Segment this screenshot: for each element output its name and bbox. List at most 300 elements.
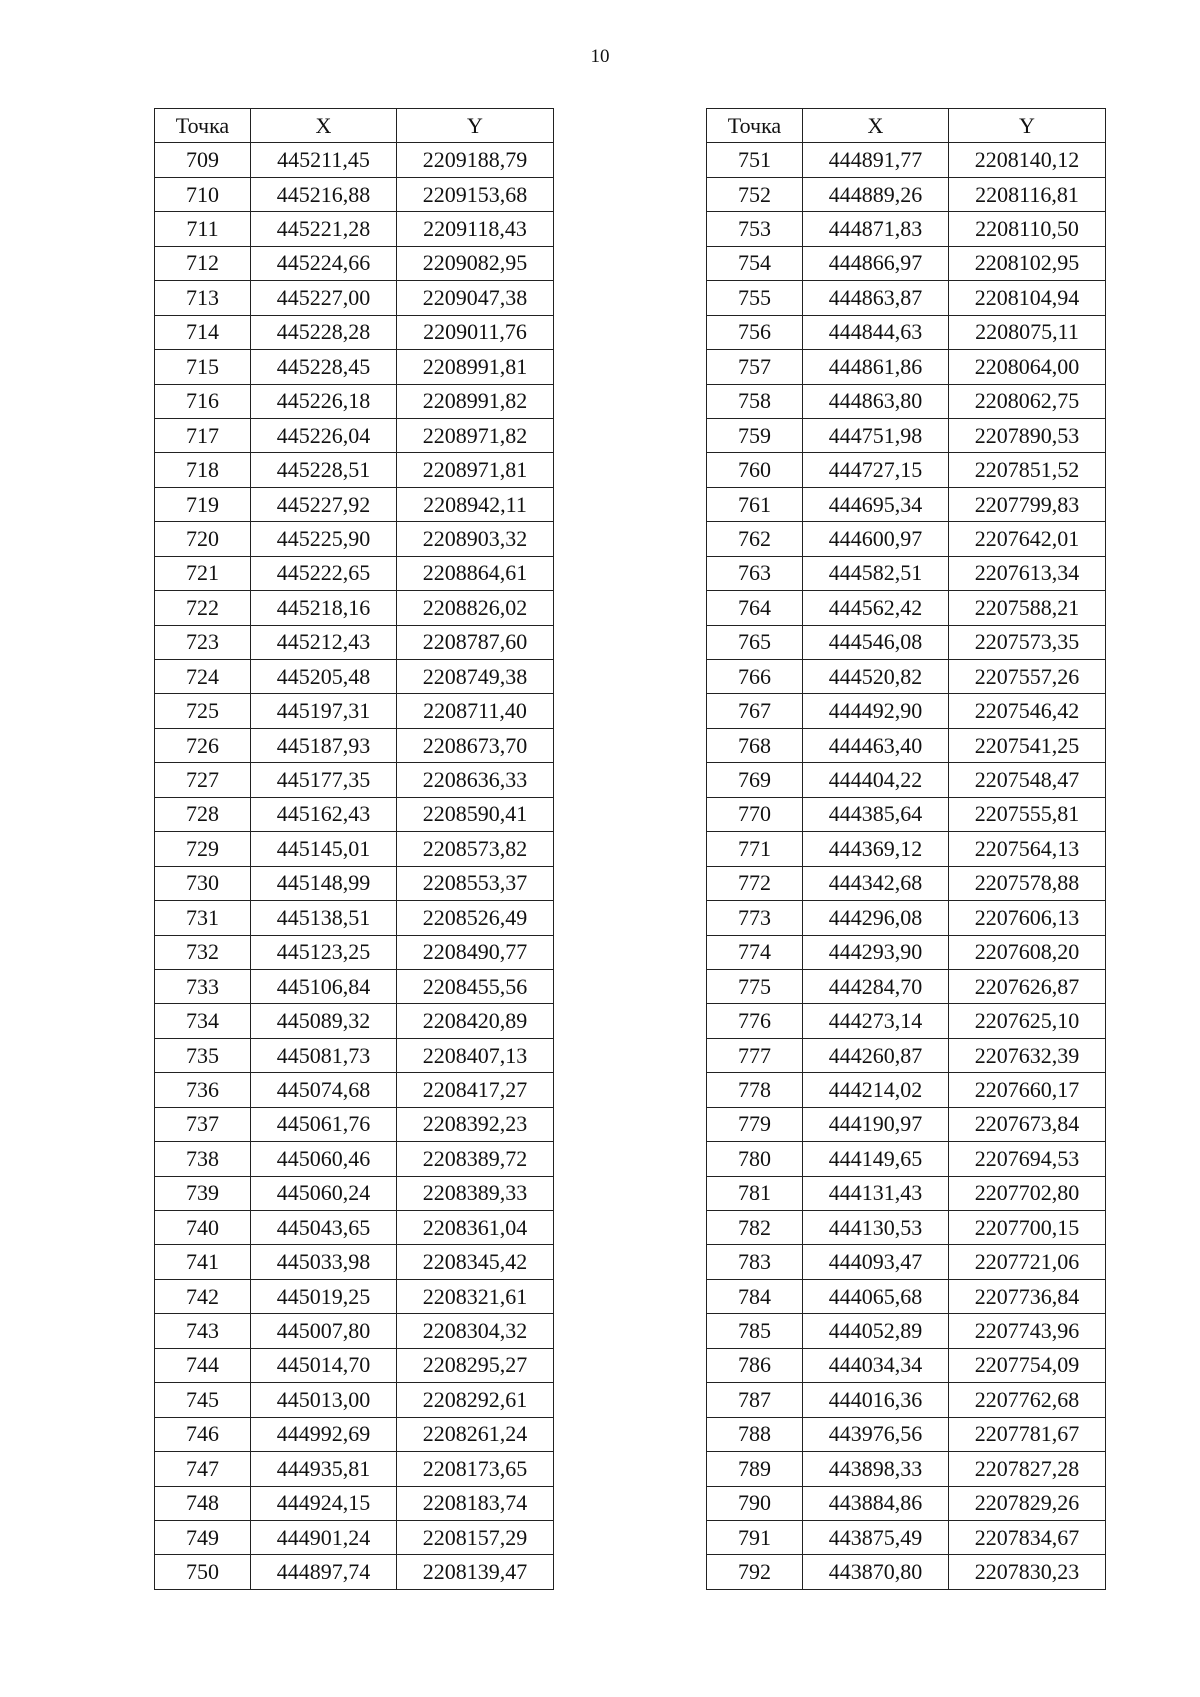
y-cell: 2207546,42: [949, 694, 1106, 728]
y-cell: 2207743,96: [949, 1314, 1106, 1348]
table-row: [155, 1555, 554, 1589]
table-row: [155, 1176, 554, 1210]
y-cell: 2208553,37: [397, 866, 554, 900]
table-row: [707, 1314, 1106, 1348]
table-row: [707, 1383, 1106, 1417]
point-cell: 736: [155, 1073, 251, 1107]
x-cell: 445148,99: [251, 866, 397, 900]
x-cell: 444695,34: [803, 487, 949, 521]
y-cell: 2209082,95: [397, 246, 554, 280]
header-point: Точка: [155, 109, 251, 143]
point-cell: 723: [155, 625, 251, 659]
x-cell: 444861,86: [803, 350, 949, 384]
x-cell: 444463,40: [803, 728, 949, 762]
y-cell: 2208345,42: [397, 1245, 554, 1279]
table-row: [707, 1486, 1106, 1520]
y-cell: 2207830,23: [949, 1555, 1106, 1589]
table-row: [707, 1348, 1106, 1382]
table-row: [707, 453, 1106, 487]
y-cell: 2207890,53: [949, 418, 1106, 452]
x-cell: 444844,63: [803, 315, 949, 349]
x-cell: 444034,34: [803, 1348, 949, 1382]
x-cell: 445228,51: [251, 453, 397, 487]
y-cell: 2208392,23: [397, 1107, 554, 1141]
table-row: [707, 866, 1106, 900]
point-cell: 774: [707, 935, 803, 969]
point-cell: 741: [155, 1245, 251, 1279]
point-cell: 770: [707, 797, 803, 831]
point-cell: 721: [155, 556, 251, 590]
y-cell: 2208102,95: [949, 246, 1106, 280]
point-cell: 732: [155, 935, 251, 969]
y-cell: 2209047,38: [397, 281, 554, 315]
table-row: [155, 556, 554, 590]
point-cell: 745: [155, 1383, 251, 1417]
x-cell: 443870,80: [803, 1555, 949, 1589]
table-row: [155, 1314, 554, 1348]
y-cell: 2208573,82: [397, 832, 554, 866]
table-row: [155, 728, 554, 762]
table-row: [707, 246, 1106, 280]
y-cell: 2207625,10: [949, 1004, 1106, 1038]
table-row: [707, 625, 1106, 659]
point-cell: 767: [707, 694, 803, 728]
point-cell: 757: [707, 350, 803, 384]
table-row: [155, 246, 554, 280]
point-cell: 788: [707, 1417, 803, 1451]
y-cell: 2209118,43: [397, 212, 554, 246]
point-cell: 773: [707, 901, 803, 935]
table-row: [155, 1142, 554, 1176]
table-row: [155, 281, 554, 315]
table-row: [155, 1383, 554, 1417]
table-row: [707, 591, 1106, 625]
table-row: [155, 1520, 554, 1554]
x-cell: 445226,18: [251, 384, 397, 418]
table-row: [707, 1555, 1106, 1589]
point-cell: 761: [707, 487, 803, 521]
table-row: [155, 487, 554, 521]
point-cell: 716: [155, 384, 251, 418]
point-cell: 750: [155, 1555, 251, 1589]
table-row: [155, 143, 554, 177]
y-cell: 2208711,40: [397, 694, 554, 728]
x-cell: 444520,82: [803, 660, 949, 694]
table-row: [155, 1004, 554, 1038]
table-row: [707, 694, 1106, 728]
x-cell: 444404,22: [803, 763, 949, 797]
x-cell: 444600,97: [803, 522, 949, 556]
y-cell: 2207613,34: [949, 556, 1106, 590]
x-cell: 445060,24: [251, 1176, 397, 1210]
x-cell: 444260,87: [803, 1038, 949, 1072]
point-cell: 730: [155, 866, 251, 900]
y-cell: 2208903,32: [397, 522, 554, 556]
x-cell: 444293,90: [803, 935, 949, 969]
table-row: [707, 281, 1106, 315]
point-cell: 780: [707, 1142, 803, 1176]
y-cell: 2208590,41: [397, 797, 554, 831]
table-row: [155, 625, 554, 659]
header-x: X: [803, 109, 949, 143]
x-cell: 445216,88: [251, 177, 397, 211]
y-cell: 2208636,33: [397, 763, 554, 797]
x-cell: 444871,83: [803, 212, 949, 246]
point-cell: 742: [155, 1279, 251, 1313]
x-cell: 444924,15: [251, 1486, 397, 1520]
x-cell: 445226,04: [251, 418, 397, 452]
y-cell: 2207608,20: [949, 935, 1106, 969]
y-cell: 2208673,70: [397, 728, 554, 762]
x-cell: 444273,14: [803, 1004, 949, 1038]
x-cell: 444897,74: [251, 1555, 397, 1589]
point-cell: 787: [707, 1383, 803, 1417]
point-cell: 746: [155, 1417, 251, 1451]
y-cell: 2208420,89: [397, 1004, 554, 1038]
y-cell: 2207564,13: [949, 832, 1106, 866]
table-row: [155, 832, 554, 866]
table-row: [155, 384, 554, 418]
x-cell: 445224,66: [251, 246, 397, 280]
table-row: [155, 969, 554, 1003]
point-cell: 714: [155, 315, 251, 349]
table-row: [707, 177, 1106, 211]
page-number: 10: [590, 46, 610, 67]
y-cell: 2208389,33: [397, 1176, 554, 1210]
x-cell: 445228,28: [251, 315, 397, 349]
table-row: [155, 660, 554, 694]
x-cell: 445222,65: [251, 556, 397, 590]
point-cell: 782: [707, 1211, 803, 1245]
x-cell: 445145,01: [251, 832, 397, 866]
y-cell: 2208157,29: [397, 1520, 554, 1554]
table-row: [155, 1107, 554, 1141]
table-row: [707, 1417, 1106, 1451]
table-row: [155, 797, 554, 831]
table-row: [155, 694, 554, 728]
point-cell: 710: [155, 177, 251, 211]
y-cell: 2208295,27: [397, 1348, 554, 1382]
y-cell: 2207700,15: [949, 1211, 1106, 1245]
point-cell: 747: [155, 1452, 251, 1486]
point-cell: 764: [707, 591, 803, 625]
x-cell: 444131,43: [803, 1176, 949, 1210]
header-y: Y: [397, 109, 554, 143]
table-row: [155, 522, 554, 556]
table-row: [155, 212, 554, 246]
table-row: [707, 660, 1106, 694]
header-y: Y: [949, 109, 1106, 143]
table-row: [155, 763, 554, 797]
y-cell: 2208139,47: [397, 1555, 554, 1589]
table-row: [155, 453, 554, 487]
x-cell: 445019,25: [251, 1279, 397, 1313]
y-cell: 2208991,82: [397, 384, 554, 418]
x-cell: 445007,80: [251, 1314, 397, 1348]
point-cell: 713: [155, 281, 251, 315]
table-row: [707, 315, 1106, 349]
point-cell: 792: [707, 1555, 803, 1589]
point-cell: 753: [707, 212, 803, 246]
x-cell: 445033,98: [251, 1245, 397, 1279]
x-cell: 445197,31: [251, 694, 397, 728]
point-cell: 749: [155, 1520, 251, 1554]
table-row: [707, 212, 1106, 246]
y-cell: 2207578,88: [949, 866, 1106, 900]
y-cell: 2208062,75: [949, 384, 1106, 418]
y-cell: 2207626,87: [949, 969, 1106, 1003]
x-cell: 444214,02: [803, 1073, 949, 1107]
table-row: [707, 1004, 1106, 1038]
point-cell: 735: [155, 1038, 251, 1072]
point-cell: 728: [155, 797, 251, 831]
table-row: [707, 1176, 1106, 1210]
y-cell: 2207694,53: [949, 1142, 1106, 1176]
x-cell: 443898,33: [803, 1452, 949, 1486]
point-cell: 726: [155, 728, 251, 762]
x-cell: 445227,00: [251, 281, 397, 315]
point-cell: 766: [707, 660, 803, 694]
point-cell: 754: [707, 246, 803, 280]
point-cell: 711: [155, 212, 251, 246]
point-cell: 760: [707, 453, 803, 487]
table-row: [707, 487, 1106, 521]
y-cell: 2208749,38: [397, 660, 554, 694]
table-row: [707, 418, 1106, 452]
point-cell: 779: [707, 1107, 803, 1141]
y-cell: 2207762,68: [949, 1383, 1106, 1417]
x-cell: 444562,42: [803, 591, 949, 625]
point-cell: 731: [155, 901, 251, 935]
point-cell: 790: [707, 1486, 803, 1520]
table-row: [155, 1245, 554, 1279]
point-cell: 743: [155, 1314, 251, 1348]
point-cell: 733: [155, 969, 251, 1003]
point-cell: 789: [707, 1452, 803, 1486]
x-cell: 443884,86: [803, 1486, 949, 1520]
y-cell: 2208407,13: [397, 1038, 554, 1072]
x-cell: 445014,70: [251, 1348, 397, 1382]
x-cell: 445106,84: [251, 969, 397, 1003]
table-row: [707, 350, 1106, 384]
x-cell: 444369,12: [803, 832, 949, 866]
point-cell: 727: [155, 763, 251, 797]
y-cell: 2208864,61: [397, 556, 554, 590]
table-body: [155, 143, 554, 1589]
y-cell: 2207702,80: [949, 1176, 1106, 1210]
x-cell: 445205,48: [251, 660, 397, 694]
header-point: Точка: [707, 109, 803, 143]
y-cell: 2207834,67: [949, 1520, 1106, 1554]
table-row: [155, 350, 554, 384]
table-row: [707, 832, 1106, 866]
point-cell: 769: [707, 763, 803, 797]
x-cell: 445211,45: [251, 143, 397, 177]
x-cell: 445187,93: [251, 728, 397, 762]
y-cell: 2207673,84: [949, 1107, 1106, 1141]
x-cell: 444296,08: [803, 901, 949, 935]
point-cell: 765: [707, 625, 803, 659]
point-cell: 724: [155, 660, 251, 694]
table-row: [155, 177, 554, 211]
y-cell: 2208064,00: [949, 350, 1106, 384]
x-cell: 444093,47: [803, 1245, 949, 1279]
x-cell: 445043,65: [251, 1211, 397, 1245]
y-cell: 2208417,27: [397, 1073, 554, 1107]
x-cell: 445227,92: [251, 487, 397, 521]
point-cell: 712: [155, 246, 251, 280]
table-row: [707, 556, 1106, 590]
point-cell: 738: [155, 1142, 251, 1176]
table-row: [707, 901, 1106, 935]
table-row: [707, 384, 1106, 418]
x-cell: 444582,51: [803, 556, 949, 590]
table-row: [707, 522, 1106, 556]
x-cell: 445013,00: [251, 1383, 397, 1417]
point-cell: 737: [155, 1107, 251, 1141]
y-cell: 2208304,32: [397, 1314, 554, 1348]
y-cell: 2207588,21: [949, 591, 1106, 625]
x-cell: 444889,26: [803, 177, 949, 211]
point-cell: 755: [707, 281, 803, 315]
y-cell: 2208183,74: [397, 1486, 554, 1520]
y-cell: 2207829,26: [949, 1486, 1106, 1520]
x-cell: 444492,90: [803, 694, 949, 728]
table-row: [707, 1211, 1106, 1245]
x-cell: 444065,68: [803, 1279, 949, 1313]
y-cell: 2208455,56: [397, 969, 554, 1003]
table-row: [707, 935, 1106, 969]
table-row: [155, 1211, 554, 1245]
table-row: [155, 591, 554, 625]
table-row: [155, 1348, 554, 1382]
y-cell: 2207541,25: [949, 728, 1106, 762]
table-row: [707, 1279, 1106, 1313]
point-cell: 715: [155, 350, 251, 384]
point-cell: 719: [155, 487, 251, 521]
coordinates-table-left: [154, 108, 554, 1590]
y-cell: 2207642,01: [949, 522, 1106, 556]
point-cell: 785: [707, 1314, 803, 1348]
x-cell: 444284,70: [803, 969, 949, 1003]
point-cell: 729: [155, 832, 251, 866]
point-cell: 768: [707, 728, 803, 762]
point-cell: 783: [707, 1245, 803, 1279]
y-cell: 2207660,17: [949, 1073, 1106, 1107]
y-cell: 2207721,06: [949, 1245, 1106, 1279]
header-row: [707, 109, 1106, 143]
y-cell: 2209011,76: [397, 315, 554, 349]
x-cell: 444342,68: [803, 866, 949, 900]
y-cell: 2208490,77: [397, 935, 554, 969]
point-cell: 718: [155, 453, 251, 487]
y-cell: 2208261,24: [397, 1417, 554, 1451]
table-row: [155, 935, 554, 969]
y-cell: 2208942,11: [397, 487, 554, 521]
x-cell: 444016,36: [803, 1383, 949, 1417]
table-row: [155, 1417, 554, 1451]
point-cell: 756: [707, 315, 803, 349]
table-row: [707, 143, 1106, 177]
y-cell: 2208361,04: [397, 1211, 554, 1245]
table-row: [155, 1038, 554, 1072]
x-cell: 445089,32: [251, 1004, 397, 1038]
x-cell: 444727,15: [803, 453, 949, 487]
y-cell: 2208526,49: [397, 901, 554, 935]
point-cell: 739: [155, 1176, 251, 1210]
point-cell: 751: [707, 143, 803, 177]
y-cell: 2208140,12: [949, 143, 1106, 177]
point-cell: 784: [707, 1279, 803, 1313]
point-cell: 758: [707, 384, 803, 418]
y-cell: 2207632,39: [949, 1038, 1106, 1072]
table-row: [155, 418, 554, 452]
table-row: [155, 866, 554, 900]
x-cell: 444546,08: [803, 625, 949, 659]
point-cell: 748: [155, 1486, 251, 1520]
y-cell: 2207606,13: [949, 901, 1106, 935]
x-cell: 445218,16: [251, 591, 397, 625]
point-cell: 762: [707, 522, 803, 556]
x-cell: 445212,43: [251, 625, 397, 659]
point-cell: 722: [155, 591, 251, 625]
x-cell: 445177,35: [251, 763, 397, 797]
table-row: [155, 315, 554, 349]
x-cell: 443875,49: [803, 1520, 949, 1554]
header-row: [155, 109, 554, 143]
table-row: [155, 1452, 554, 1486]
x-cell: 445081,73: [251, 1038, 397, 1072]
x-cell: 445138,51: [251, 901, 397, 935]
x-cell: 444992,69: [251, 1417, 397, 1451]
y-cell: 2208116,81: [949, 177, 1106, 211]
table-row: [707, 728, 1106, 762]
y-cell: 2209153,68: [397, 177, 554, 211]
x-cell: 444863,80: [803, 384, 949, 418]
point-cell: 752: [707, 177, 803, 211]
table-row: [707, 1245, 1106, 1279]
y-cell: 2207851,52: [949, 453, 1106, 487]
x-cell: 444935,81: [251, 1452, 397, 1486]
x-cell: 444190,97: [803, 1107, 949, 1141]
table-row: [707, 1520, 1106, 1554]
y-cell: 2208104,94: [949, 281, 1106, 315]
point-cell: 791: [707, 1520, 803, 1554]
point-cell: 744: [155, 1348, 251, 1382]
y-cell: 2208971,82: [397, 418, 554, 452]
point-cell: 777: [707, 1038, 803, 1072]
y-cell: 2208971,81: [397, 453, 554, 487]
table-row: [707, 1107, 1106, 1141]
point-cell: 717: [155, 418, 251, 452]
table-row: [707, 1073, 1106, 1107]
x-cell: 445074,68: [251, 1073, 397, 1107]
y-cell: 2207557,26: [949, 660, 1106, 694]
table-row: [707, 1452, 1106, 1486]
y-cell: 2208075,11: [949, 315, 1106, 349]
x-cell: 444052,89: [803, 1314, 949, 1348]
y-cell: 2208991,81: [397, 350, 554, 384]
table-row: [707, 1142, 1106, 1176]
x-cell: 445061,76: [251, 1107, 397, 1141]
point-cell: 775: [707, 969, 803, 1003]
x-cell: 445225,90: [251, 522, 397, 556]
point-cell: 786: [707, 1348, 803, 1382]
x-cell: 444130,53: [803, 1211, 949, 1245]
table-row: [155, 1073, 554, 1107]
header-x: X: [251, 109, 397, 143]
point-cell: 778: [707, 1073, 803, 1107]
